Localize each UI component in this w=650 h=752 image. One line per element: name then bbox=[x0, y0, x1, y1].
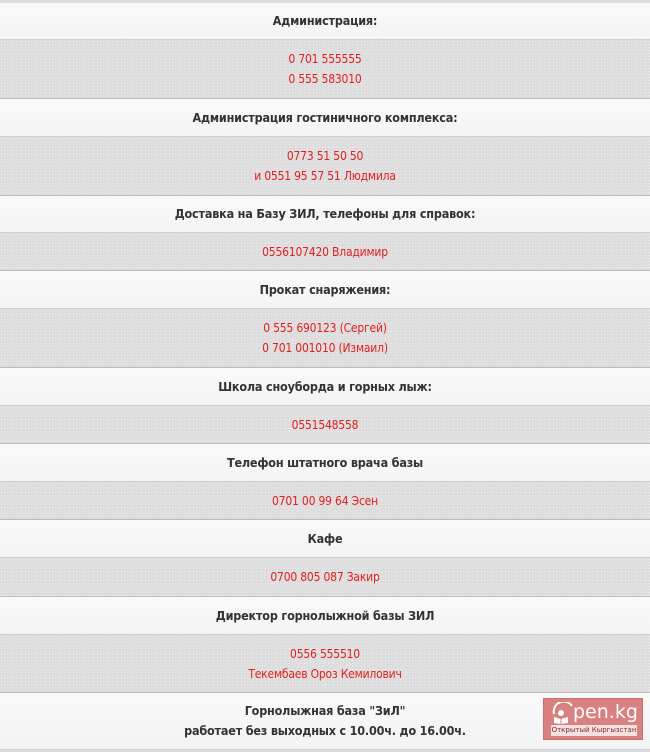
section-phones-doctor bbox=[0, 482, 650, 520]
section-title: Администрация гостиничного комплекса: bbox=[192, 109, 458, 125]
phone-line: 0 701 001010 (Измаил) bbox=[262, 341, 388, 355]
logo-tagline: Открытый Кыргызстан bbox=[551, 726, 637, 734]
section-phones-cafe bbox=[0, 558, 650, 597]
section-title: Доставка на Базу ЗИЛ, телефоны для справок: bbox=[174, 206, 476, 221]
phone-line: 0556 555510 bbox=[290, 646, 360, 661]
contacts-table bbox=[0, 3, 650, 750]
footer-line: Горнолыжная база "ЗиЛ" bbox=[244, 703, 406, 718]
section-title-delivery bbox=[0, 196, 650, 233]
section-title: Телефон штатного врача базы bbox=[226, 454, 424, 470]
phone-line: 0 555 690123 (Сергей) bbox=[263, 321, 387, 335]
phone-line: 0700 805 087 Закир bbox=[270, 570, 380, 584]
phone-line: 0 555 583010 bbox=[288, 72, 362, 86]
section-title: Школа сноуборда и горных лыж: bbox=[218, 378, 432, 394]
section-title-cafe bbox=[0, 520, 650, 558]
section-phones-director bbox=[0, 635, 650, 693]
section-title: Прокат снаряжения: bbox=[259, 281, 391, 297]
section-title-hotel-administration bbox=[0, 99, 650, 137]
section-phones-administration bbox=[0, 40, 650, 99]
phone-line: 0551548558 bbox=[291, 417, 359, 432]
phone-line: и 0551 95 57 51 Людмила bbox=[254, 169, 396, 183]
section-title-equipment-rental bbox=[0, 271, 650, 309]
section-title: Директор горнолыжной базы ЗИЛ bbox=[215, 607, 435, 623]
phone-line: Текембаев Ороз Кемилович bbox=[248, 666, 402, 681]
openkg-watermark-logo bbox=[543, 698, 643, 740]
section-phones-equipment-rental bbox=[0, 309, 650, 368]
phone-line: 0 701 555555 bbox=[288, 52, 362, 66]
footer-line: работает без выходных с 10.00ч. до 16.00ч. bbox=[184, 723, 466, 738]
section-title-ski-school bbox=[0, 368, 650, 406]
section-phones-hotel-administration bbox=[0, 137, 650, 196]
section-title-director bbox=[0, 597, 650, 635]
section-title: Администрация: bbox=[272, 13, 378, 28]
section-title: Кафе bbox=[307, 530, 343, 546]
section-title-doctor bbox=[0, 444, 650, 482]
section-title-administration bbox=[0, 3, 650, 40]
phone-line: 0556107420 Владимир bbox=[262, 244, 388, 259]
section-phones-ski-school bbox=[0, 406, 650, 444]
phone-line: 0773 51 50 50 bbox=[286, 149, 364, 163]
logo-text: pen.kg bbox=[573, 701, 638, 723]
section-phones-delivery bbox=[0, 233, 650, 271]
phone-line: 0701 00 99 64 Эсен bbox=[272, 493, 378, 508]
